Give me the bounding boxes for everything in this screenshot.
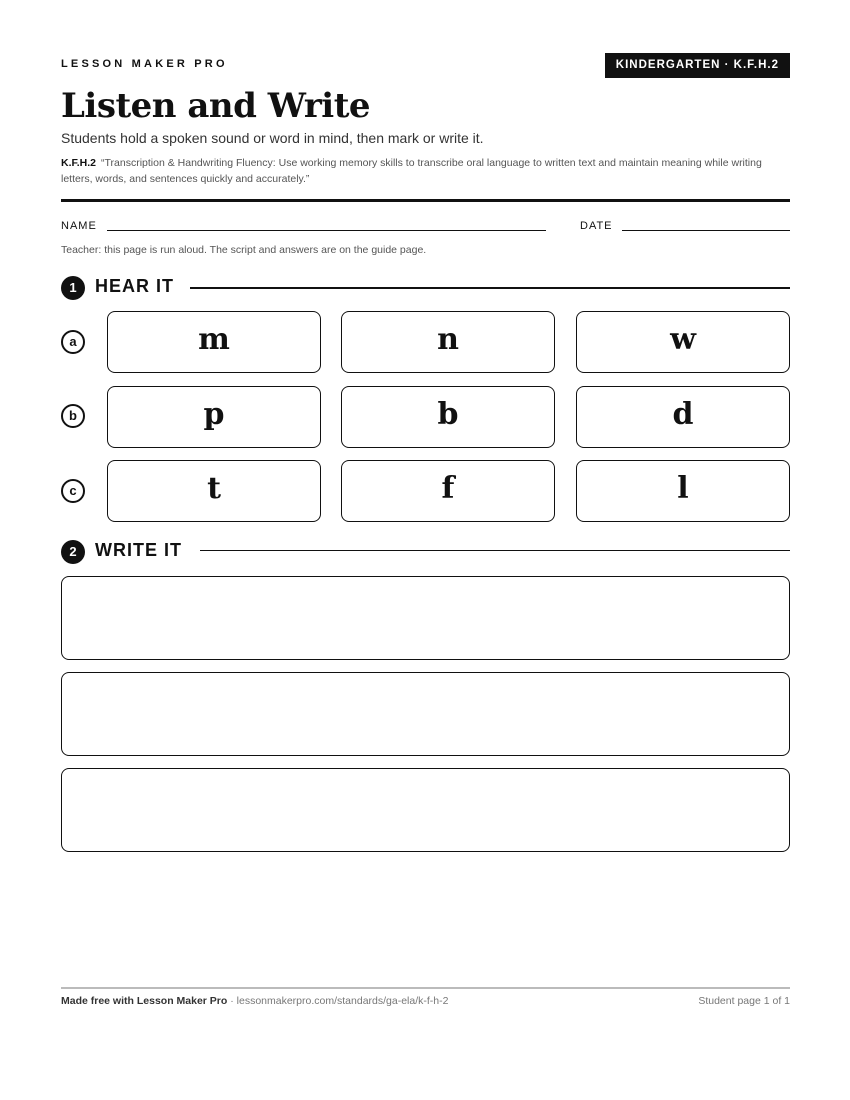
section-2-rule	[200, 550, 790, 551]
footer-divider	[61, 987, 790, 989]
teacher-note: Teacher: this page is run aloud. The script and answers are on the guide page.	[61, 244, 427, 256]
page-subtitle: Students hold a spoken sound or word in mind, then mark or write it.	[61, 130, 484, 146]
section-2-number: 2	[61, 540, 85, 564]
brand-name: LESSON MAKER PRO	[61, 58, 228, 70]
name-label: NAME	[61, 220, 97, 232]
letter-card[interactable]: n	[341, 311, 555, 373]
date-label: DATE	[580, 220, 613, 232]
letter-card[interactable]: t	[107, 460, 321, 522]
footer-url[interactable]: · lessonmakerpro.com/standards/ga-ela/k-f-h-2	[227, 995, 449, 1007]
letter-card[interactable]: p	[107, 386, 321, 448]
footer-credit	[61, 995, 448, 1007]
section-1-title: HEAR IT	[95, 276, 174, 296]
worksheet-page	[61, 0, 790, 1100]
writing-box[interactable]	[61, 768, 790, 852]
date-field[interactable]	[622, 230, 790, 231]
row-letter-a: a	[61, 330, 85, 354]
footer-page-number: Student page 1 of 1	[698, 995, 790, 1007]
section-1-number: 1	[61, 276, 85, 300]
writing-box[interactable]	[61, 672, 790, 756]
writing-box[interactable]	[61, 576, 790, 660]
letter-card[interactable]: f	[341, 460, 555, 522]
footer-made-with: Made free with Lesson Maker Pro	[61, 995, 228, 1007]
letter-card[interactable]: m	[107, 311, 321, 373]
standard-description	[61, 155, 790, 187]
section-1-rule	[190, 287, 790, 289]
row-letter-b: b	[61, 404, 85, 428]
letter-card[interactable]: w	[576, 311, 790, 373]
standard-code: K.F.H.2	[61, 157, 97, 169]
section-2-title: WRITE IT	[95, 540, 182, 560]
row-letter-c: c	[61, 479, 85, 503]
page-title: Listen and Write	[61, 86, 371, 126]
letter-card[interactable]: b	[341, 386, 555, 448]
letter-card[interactable]: d	[576, 386, 790, 448]
grade-badge: KINDERGARTEN · K.F.H.2	[605, 53, 790, 78]
standard-text: “Transcription & Handwriting Fluency: Use working memory skills to transcribe oral language to written text and maintain meaning while writing letters, words, and sentences quickly and accurately.”	[61, 157, 762, 185]
letter-card[interactable]: l	[576, 460, 790, 522]
header-divider	[61, 199, 790, 202]
name-field[interactable]	[107, 230, 546, 231]
